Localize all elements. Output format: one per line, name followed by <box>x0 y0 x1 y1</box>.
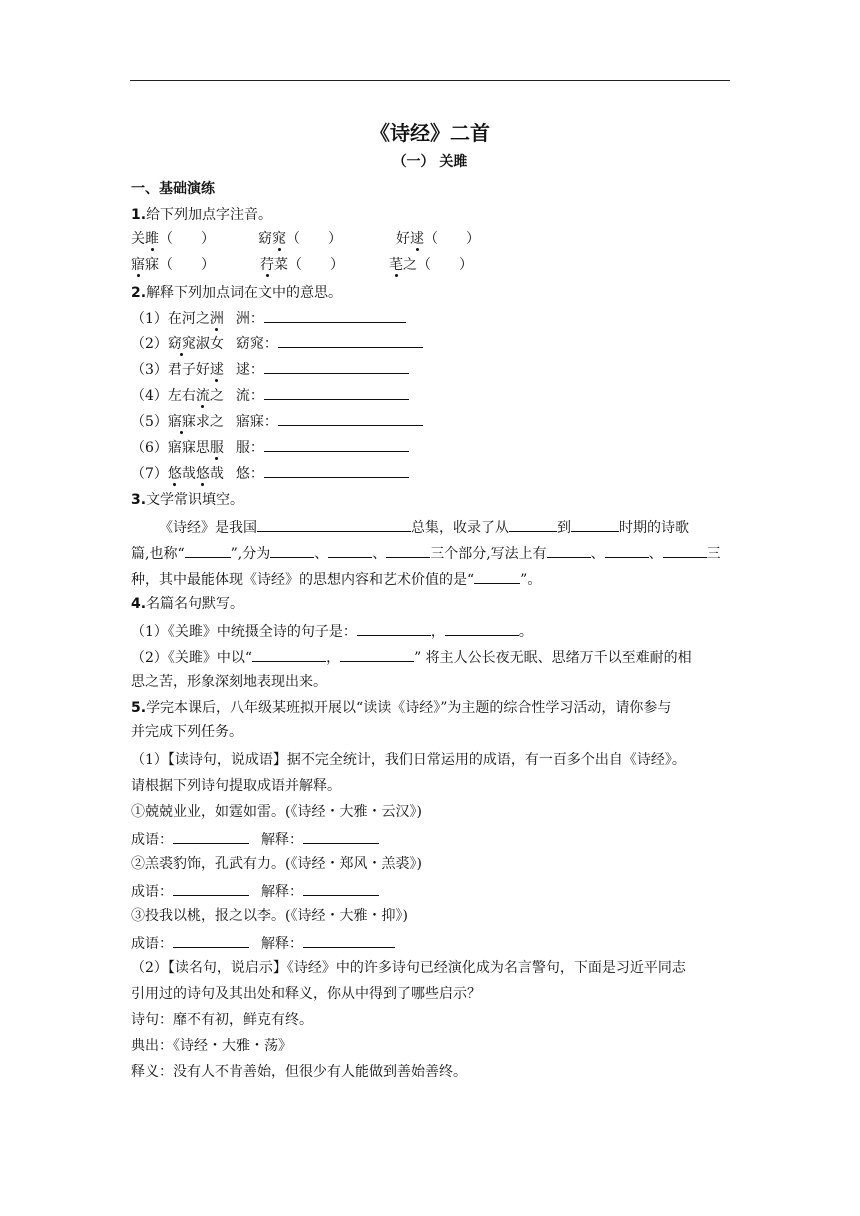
q5-task-2-cont: 引用过的诗句及其出处和释义，你从中得到了哪些启示？ <box>131 986 481 1002</box>
page-subtitle: （一） 关雎 <box>392 154 468 170</box>
idiom-answer-row: 成语： 解释： <box>131 880 379 902</box>
poem-excerpt-3: ③投我以桃，报之以李。(《诗经・大雅・抑》) <box>131 908 408 924</box>
answer-blank[interactable] <box>270 542 314 558</box>
dotted-char: 芼 <box>389 257 403 273</box>
answer-blank[interactable] <box>257 516 411 532</box>
answer-blank[interactable] <box>278 410 423 426</box>
question-number: 1. <box>131 207 147 223</box>
dotted-char: 流 <box>195 388 210 404</box>
pinyin-item: 窈窕（ ） <box>258 231 342 247</box>
question-text: 给下列加点字注音。 <box>146 207 273 223</box>
dotted-char: 洲 <box>209 311 224 327</box>
q5-task-1: （1）【读诗句，说成语】据不完全统计，我们日常运用的成语，有一百多个出自《诗经》。 <box>131 752 686 768</box>
definition-item: （5）寤寐求之 寤寐： <box>131 410 423 432</box>
question-number: 5. <box>131 700 147 716</box>
answer-blank[interactable] <box>357 620 431 636</box>
dotted-char: 窕 <box>272 231 286 247</box>
header-rule <box>130 80 730 81</box>
idiom-blank[interactable] <box>173 880 249 896</box>
question-text: 学完本课后，八年级某班拟开展以“读读《诗经》”为主题的综合性学习活动，请你参与 <box>146 700 672 716</box>
poem-excerpt-2: ②羔裘豹饰，孔武有力。(《诗经・郑风・羔裘》) <box>131 856 422 872</box>
answer-blank[interactable] <box>252 646 326 662</box>
q4-item-2-cont: 思之苦，形象深刻地表现出来。 <box>131 674 327 690</box>
q3-line-1: 《诗经》是我国 总集，收录了从 到 时期的诗歌 <box>159 516 689 538</box>
answer-blank[interactable] <box>509 516 557 532</box>
definition-item: （7）悠哉悠哉 悠： <box>131 462 409 484</box>
dotted-char: 寤寐 <box>167 414 196 430</box>
answer-blank[interactable] <box>474 568 520 584</box>
pinyin-item: 寤寐（ ） <box>131 257 215 273</box>
question-number: 2. <box>131 285 147 301</box>
answer-blank[interactable] <box>264 307 406 323</box>
answer-blank[interactable] <box>264 384 409 400</box>
pinyin-item: 关雎（ ） <box>131 231 215 247</box>
answer-blank[interactable] <box>278 332 423 348</box>
dotted-char: 窈窕 <box>167 336 196 352</box>
meaning-line: 释义：没有人不肯善始，但很少有人能做到善始善终。 <box>131 1064 467 1080</box>
q5-line-2: 并完成下列任务。 <box>131 724 243 740</box>
definition-item: （4）左右流之 流： <box>131 384 409 406</box>
dotted-char: 服 <box>209 440 224 456</box>
answer-blank[interactable] <box>264 462 409 478</box>
q5-task-1-cont: 请根据下列诗句提取成语并解释。 <box>131 778 341 794</box>
explain-blank[interactable] <box>303 880 379 896</box>
source-line: 典出：《诗经・大雅・荡》 <box>131 1038 292 1054</box>
answer-blank[interactable] <box>185 542 231 558</box>
dotted-char: 逑 <box>410 231 424 247</box>
page-title: 《诗经》二首 <box>370 121 490 145</box>
dotted-char: 悠 <box>167 466 182 482</box>
definition-item: （1）在河之洲 洲： <box>131 307 406 329</box>
q3-line-2: 篇,也称“ ”,分为 、 、 三个部分,写法上有 、 、 三 <box>131 542 721 564</box>
pinyin-item: 芼之（ ） <box>389 257 473 273</box>
idiom-blank[interactable] <box>173 932 249 948</box>
idiom-answer-row: 成语： 解释： <box>131 932 395 954</box>
question-4 <box>131 594 244 614</box>
question-text: 文学常识填空。 <box>146 492 245 508</box>
question-number: 3. <box>131 492 147 508</box>
question-3 <box>131 490 244 510</box>
dotted-char: 荇 <box>260 257 274 273</box>
question-5 <box>131 698 671 718</box>
definition-item: （6）寤寐思服 服： <box>131 436 409 458</box>
section-heading: 一、基础演练 <box>131 181 215 197</box>
dotted-char: 逑 <box>209 362 224 378</box>
poem-line: 诗句：靡不有初，鲜克有终。 <box>131 1012 313 1028</box>
explain-blank[interactable] <box>303 932 395 948</box>
q4-item-1: （1）《关雎》中统摄全诗的句子是： ， 。 <box>131 620 533 642</box>
definition-item: （2）窈窕淑女 窈窕： <box>131 332 423 354</box>
answer-blank[interactable] <box>328 542 372 558</box>
q3-line-3: 种，其中最能体现《诗经》的思想内容和艺术价值的是“ ”。 <box>131 568 541 590</box>
dotted-char: 雎 <box>145 231 159 247</box>
answer-blank[interactable] <box>605 542 649 558</box>
pinyin-item: 好逑（ ） <box>396 231 480 247</box>
answer-blank[interactable] <box>663 542 707 558</box>
idiom-answer-row: 成语： 解释： <box>131 828 379 850</box>
question-text: 解释下列加点词在文中的意思。 <box>146 285 343 301</box>
answer-blank[interactable] <box>340 646 414 662</box>
answer-blank[interactable] <box>386 542 430 558</box>
q5-task-2: （2）【读名句，说启示】《诗经》中的许多诗句已经演化成为名言警句，下面是习近平同志 <box>131 960 686 976</box>
answer-blank[interactable] <box>264 436 409 452</box>
question-text: 名篇名句默写。 <box>146 596 245 612</box>
question-1 <box>131 205 272 225</box>
poem-excerpt-1: ①兢兢业业，如霆如雷。(《诗经・大雅・云汉》) <box>131 804 422 820</box>
q4-item-2: （2）《关雎》中以“ ， ” 将主人公长夜无眠、思绪万千以至难耐的相 <box>131 646 692 668</box>
answer-blank[interactable] <box>571 516 619 532</box>
explain-blank[interactable] <box>303 828 379 844</box>
question-2 <box>131 283 342 303</box>
dotted-char: 悠 <box>195 466 210 482</box>
definition-item: （3）君子好逑 逑： <box>131 358 409 380</box>
question-number: 4. <box>131 596 147 612</box>
idiom-blank[interactable] <box>173 828 249 844</box>
pinyin-item: 荇菜（ ） <box>260 257 344 273</box>
answer-blank[interactable] <box>445 620 519 636</box>
answer-blank[interactable] <box>547 542 591 558</box>
dotted-char: 寤 <box>131 257 145 273</box>
answer-blank[interactable] <box>264 358 409 374</box>
